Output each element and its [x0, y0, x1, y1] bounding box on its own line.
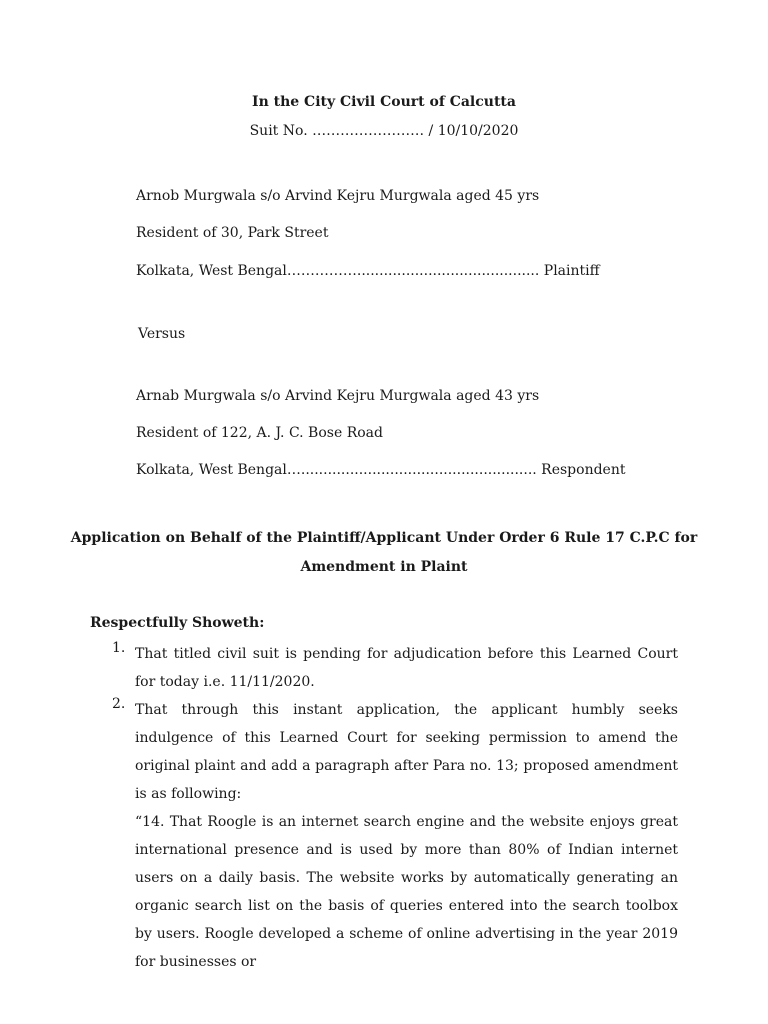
numbered-list: [90, 640, 678, 976]
application-title-line1: Application on Behalf of the Plaintiff/Applicant Under Order 6 Rule 17 C.P.C for: [70, 530, 698, 546]
plaintiff-name: Arnob Murgwala s/o Arvind Kejru Murgwala aged 45 yrs: [136, 188, 540, 204]
list-item: [90, 696, 678, 976]
list-item-number: 1.: [112, 640, 126, 656]
suit-number: Suit No. …………………… / 10/10/2020: [249, 123, 519, 139]
plaintiff-city: Kolkata, West Bengal……………......................................... Plaintiff: [136, 263, 600, 279]
respondent-name: Arnab Murgwala s/o Arvind Kejru Murgwala aged 43 yrs: [136, 388, 540, 404]
showeth-heading: Respectfully Showeth:: [90, 615, 265, 631]
proposed-amendment-quote: “14. That Roogle is an internet search engine and the website enjoys great international presence and is used by more than 80% of Indian internet users on a daily basis. The website works by automatically generating an organic search list on the basis of queries entered into the search toolbox by users. Roogle developed a scheme of online advertising in the year 2019 for businesses or: [135, 814, 678, 970]
respondent-address: Resident of 122, A. J. C. Bose Road: [136, 425, 383, 441]
list-item-text: That through this instant application, the applicant humbly seeks indulgence of this Learned Court for seeking permission to amend the original plaint and add a paragraph after Para no. 13; proposed amendment is as following:: [135, 702, 678, 802]
list-item-number: 2.: [112, 696, 126, 712]
application-title-line2: Amendment in Plaint: [300, 559, 468, 575]
list-item-text: That titled civil suit is pending for adjudication before this Learned Court for today i.e. 11/11/2020.: [135, 646, 678, 690]
versus-label: Versus: [138, 326, 186, 342]
list-item: [90, 640, 678, 696]
court-title: In the City Civil Court of Calcutta: [252, 94, 516, 110]
respondent-city: Kolkata, West Bengal…..................................................... Respondent: [136, 462, 626, 478]
plaintiff-address: Resident of 30, Park Street: [136, 225, 329, 241]
